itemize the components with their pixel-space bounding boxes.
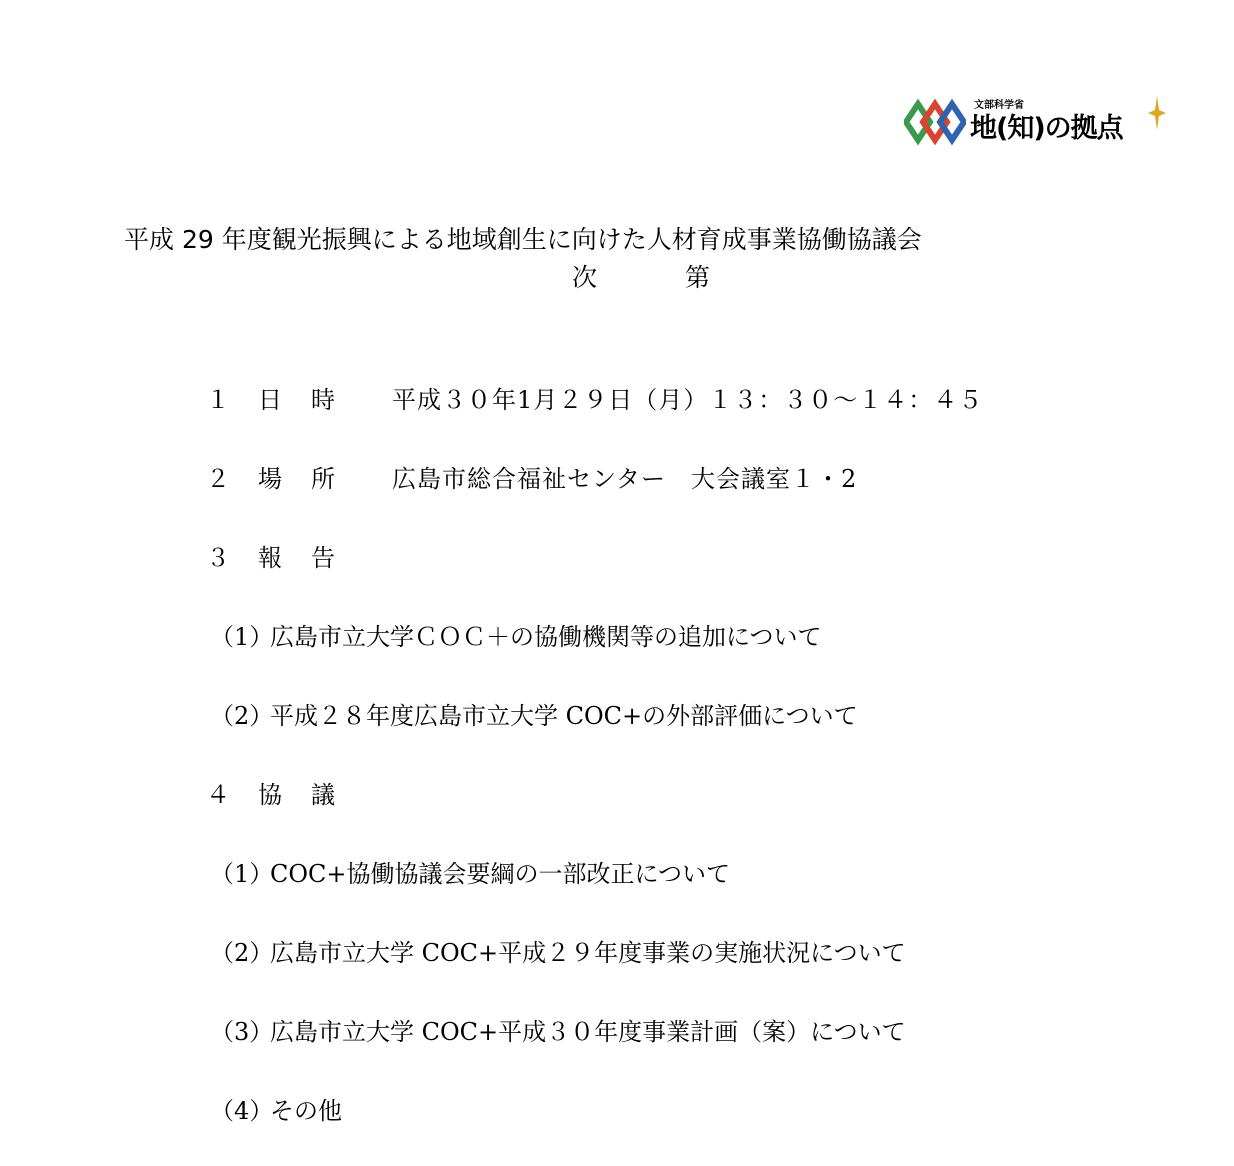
document-subtitle [572, 258, 710, 294]
subitem-text: 平成２８年度広島市立大学 COC+の外部評価について [270, 702, 858, 730]
item-label-char: 協 [258, 781, 282, 809]
subitem-text: COC+協働協議会要綱の一部改正について [270, 860, 731, 888]
item-number: ４ [206, 781, 230, 809]
item-label-char: 所 [311, 465, 335, 493]
item-label-char: 議 [311, 781, 335, 809]
subitem-text: その他 [270, 1097, 342, 1125]
subtitle-char: 第 [685, 263, 711, 292]
coc-logo [904, 96, 1174, 152]
item-label-char: 告 [311, 544, 335, 572]
logo-main-text: 地(知)の拠点 [970, 113, 1123, 144]
item-value: 広島市総合福祉センター 大会議室１・2 [392, 465, 858, 493]
subtitle-char: 次 [572, 263, 598, 292]
item-value: 平成３０年1月２９日（月）１３：３０～１４：４５ [392, 386, 984, 414]
item-number: ３ [206, 544, 230, 572]
subitem-text: 広島市立大学 COC+平成３０年度事業計画（案）について [270, 1018, 906, 1046]
subitem-number: （1） [210, 860, 274, 888]
subitem-number: （2） [210, 702, 274, 730]
subitem-number: （2） [210, 939, 274, 967]
item-label-char: 報 [258, 544, 282, 572]
subitem-number: （3） [210, 1018, 274, 1046]
sparkle-icon [1148, 96, 1166, 130]
subitem-number: （1） [210, 623, 274, 651]
item-label-char: 時 [311, 386, 335, 414]
logo-ministry-text: 文部科学省 [974, 100, 1024, 111]
document-title: 平成 29 年度観光振興による地域創生に向けた人材育成事業協働協議会 [124, 225, 922, 254]
subitem-number: （4） [210, 1097, 274, 1125]
item-label-char: 日 [258, 386, 282, 414]
diamond-logo-icon [904, 98, 966, 146]
subitem-text: 広島市立大学 COC+平成２９年度事業の実施状況について [270, 939, 906, 967]
item-number: １ [206, 386, 230, 414]
item-label-char: 場 [258, 465, 282, 493]
item-number: ２ [206, 465, 230, 493]
subitem-text: 広島市立大学ＣＯＣ＋の協働機関等の追加について [270, 623, 822, 651]
